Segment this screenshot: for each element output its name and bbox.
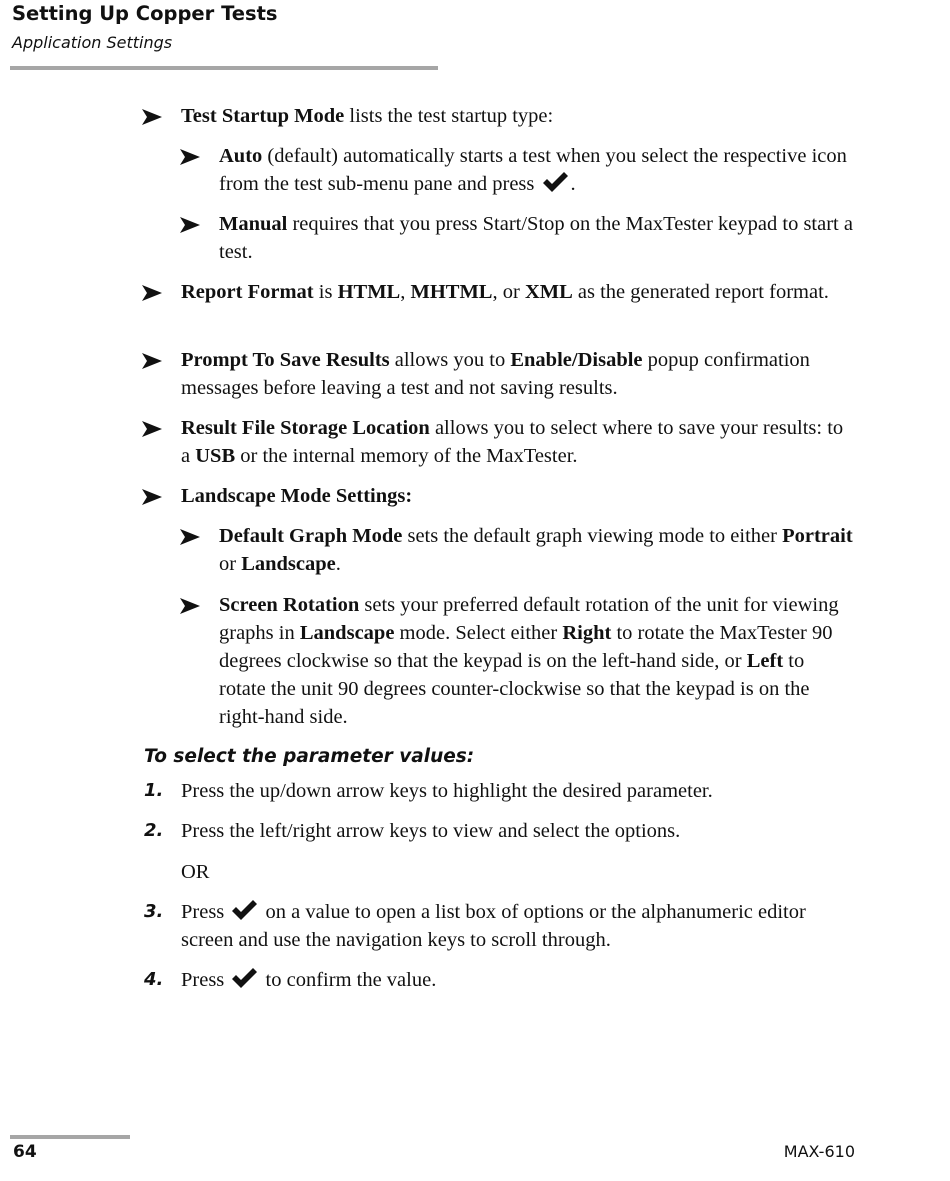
text-fragment: , or xyxy=(492,281,525,303)
step-text: Press the up/down arrow keys to highlight the desired parameter. xyxy=(181,780,713,802)
list-item-default-graph-mode xyxy=(180,522,856,578)
text-fragment: is xyxy=(313,281,338,303)
format-mhtml: MHTML xyxy=(410,281,493,303)
list-item-text xyxy=(219,210,856,266)
arrow-bullet-icon xyxy=(142,353,162,369)
list-item-storage-location xyxy=(142,414,854,470)
text-fragment: Press xyxy=(181,969,225,991)
arrow-bullet-icon xyxy=(180,149,200,165)
product-name: MAX-610 xyxy=(783,1142,855,1161)
procedure-heading: To select the parameter values: xyxy=(144,746,475,767)
arrow-bullet-icon xyxy=(142,421,162,437)
step-text xyxy=(181,898,856,954)
text-fragment: allows you to xyxy=(389,349,511,371)
desc-test-startup-mode: lists the test startup type: xyxy=(344,105,554,127)
list-item-landscape-mode xyxy=(142,482,854,510)
procedure-step-2 xyxy=(144,817,856,845)
format-xml: XML xyxy=(524,281,573,303)
text-fragment: / xyxy=(571,349,578,371)
term-auto: Auto xyxy=(219,145,263,167)
desc-auto-end: . xyxy=(570,173,576,195)
option-right: Right xyxy=(562,622,612,644)
term-default-graph-mode: Default Graph Mode xyxy=(219,525,403,547)
text-fragment: or the internal memory of the MaxTester. xyxy=(235,445,578,467)
text-fragment: sets the default graph viewing mode to either xyxy=(402,525,783,547)
desc-auto: (default) automatically starts a test when you select the respective icon from the test sub-menu pane and press xyxy=(219,145,847,195)
list-item-text xyxy=(181,482,854,510)
or-separator: OR xyxy=(181,861,210,883)
section-title: Application Settings xyxy=(12,33,173,52)
list-item-text xyxy=(181,414,854,470)
text-fragment: to confirm the value. xyxy=(260,969,437,991)
checkmark-icon xyxy=(231,900,258,920)
list-item-test-startup-mode xyxy=(142,102,854,130)
step-number: 2. xyxy=(144,820,164,841)
checkmark-icon xyxy=(542,172,569,192)
page-number: 64 xyxy=(13,1142,37,1162)
procedure-step-1 xyxy=(144,777,856,805)
step-text xyxy=(181,966,856,994)
footer-divider xyxy=(10,1135,130,1139)
list-item-auto xyxy=(180,142,856,198)
option-disable: Disable xyxy=(577,349,643,371)
text-fragment: allows you to select where to save your results: to a xyxy=(181,417,844,467)
step-number: 1. xyxy=(144,780,164,801)
option-left: Left xyxy=(746,650,784,672)
text-fragment: to rotate the unit 90 degrees counter-clockwise so that the keypad is on the right-hand side. xyxy=(219,650,810,728)
option-enable: Enable xyxy=(510,349,572,371)
text-fragment: Press xyxy=(181,901,225,923)
term-test-startup-mode: Test Startup Mode xyxy=(181,105,345,127)
text-fragment: mode. Select either xyxy=(394,622,563,644)
procedure-step-3 xyxy=(144,898,856,954)
term-manual: Manual xyxy=(219,213,288,235)
term-landscape-mode: Landscape Mode Settings: xyxy=(181,485,413,507)
arrow-bullet-icon xyxy=(180,598,200,614)
checkmark-icon xyxy=(231,968,258,988)
step-text: Press the left/right arrow keys to view and select the options. xyxy=(181,820,681,842)
arrow-bullet-icon xyxy=(142,109,162,125)
text-fragment: . xyxy=(335,553,341,575)
list-item-text xyxy=(181,346,854,402)
term-screen-rotation: Screen Rotation xyxy=(219,594,360,616)
option-landscape: Landscape xyxy=(241,553,336,575)
desc-manual: requires that you press Start/Stop on the MaxTester keypad to start a test. xyxy=(219,213,853,263)
chapter-title: Setting Up Copper Tests xyxy=(12,2,278,25)
list-item-text xyxy=(219,522,856,578)
arrow-bullet-icon xyxy=(142,489,162,505)
list-item-screen-rotation xyxy=(180,591,856,731)
list-item-text xyxy=(181,278,854,306)
text-fragment: as the generated report format. xyxy=(572,281,829,303)
arrow-bullet-icon xyxy=(180,217,200,233)
format-html: HTML xyxy=(337,281,401,303)
text-fragment: to rotate the MaxTester 90 degrees clockwise so that the keypad is on the left-hand side, or xyxy=(219,622,833,672)
list-item-report-format xyxy=(142,278,854,306)
arrow-bullet-icon xyxy=(180,529,200,545)
term-storage-location: Result File Storage Location xyxy=(181,417,430,439)
term-prompt-to-save: Prompt To Save Results xyxy=(181,349,390,371)
list-item-text xyxy=(181,102,854,130)
text-fragment: sets your preferred default rotation of the unit for viewing graphs in xyxy=(219,594,839,644)
arrow-bullet-icon xyxy=(142,285,162,301)
list-item-text xyxy=(219,591,856,731)
text-fragment: , xyxy=(400,281,411,303)
step-number: 4. xyxy=(144,969,164,990)
text-fragment: or xyxy=(219,553,242,575)
option-landscape: Landscape xyxy=(299,622,395,644)
procedure-step-4 xyxy=(144,966,856,994)
term-report-format: Report Format xyxy=(181,281,314,303)
option-portrait: Portrait xyxy=(782,525,853,547)
header-divider xyxy=(10,66,438,70)
list-item-manual xyxy=(180,210,856,266)
list-item-prompt-to-save xyxy=(142,346,854,402)
list-item-text xyxy=(219,142,856,198)
option-usb: USB xyxy=(195,445,236,467)
text-fragment: popup confirmation messages before leaving a test and not saving results. xyxy=(181,349,810,399)
header-titles xyxy=(12,2,442,54)
text-fragment: on a value to open a list box of options or the alphanumeric editor screen and use the navigation keys to scroll through. xyxy=(181,901,806,951)
step-number: 3. xyxy=(144,901,164,922)
